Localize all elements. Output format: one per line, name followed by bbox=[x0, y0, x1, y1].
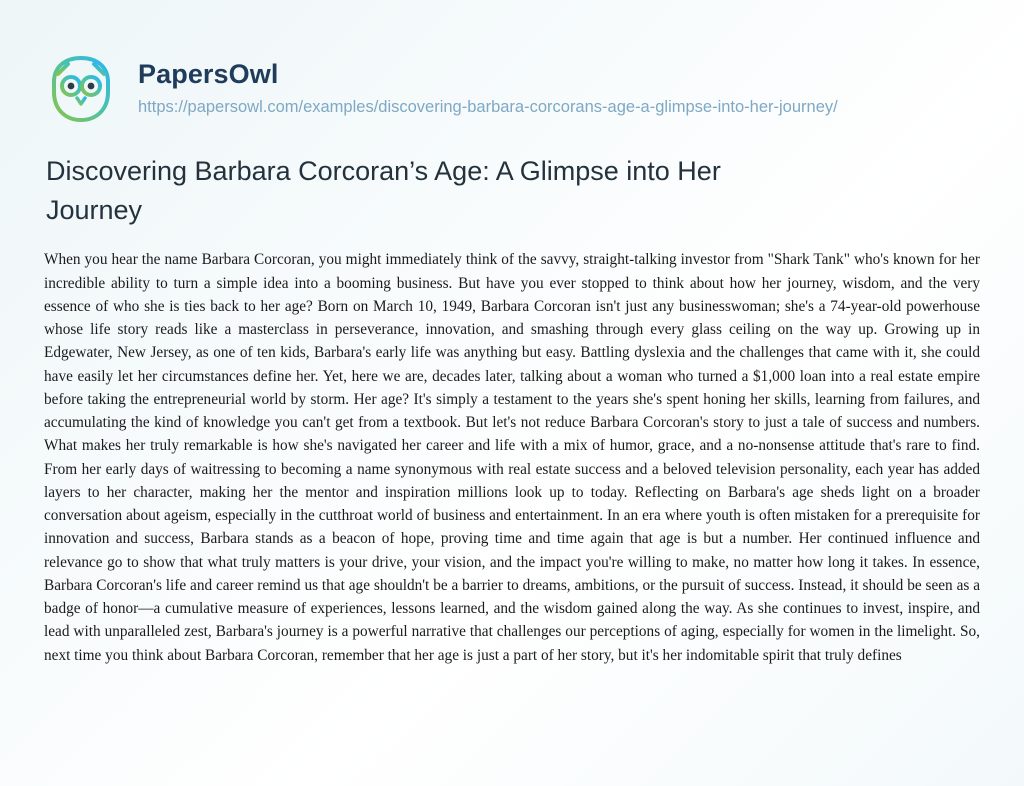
brand-block bbox=[138, 52, 838, 118]
site-header bbox=[0, 0, 1024, 126]
owl-logo-icon bbox=[44, 52, 118, 126]
brand-name: PapersOwl bbox=[138, 59, 279, 89]
page-title: Discovering Barbara Corcoran’s Age: A Glimpse into Her Journey bbox=[46, 156, 721, 226]
source-url[interactable]: https://papersowl.com/examples/discovering-barbara-corcorans-age-a-glimpse-into-her-journey/ bbox=[138, 97, 838, 116]
article-paragraph: When you hear the name Barbara Corcoran, you might immediately think of the savvy, straight-talking investor from "Shark Tank" who's known for her incredible ability to turn a simple idea into a booming business. But have you ever stopped to think about how her journey, wisdom, and the very essence of who she is ties back to her age? Born on March 10, 1949, Barbara Corcoran isn't just any businesswoman; she's a 74-year-old powerhouse whose life story reads like a masterclass in perseverance, innovation, and smashing through every glass ceiling on the way up. Growing up in Edgewater, New Jersey, as one of ten kids, Barbara's early life was anything but easy. Battling dyslexia and the challenges that came with it, she could have easily let her circumstances define her. Yet, here we are, decades later, talking about a woman who turned a $1,000 loan into a real estate empire before taking the entrepreneurial world by storm. Her age? It's simply a testament to the years she's spent honing her skills, learning from failures, and accumulating the kind of knowledge you can't get from a textbook. But let's not reduce Barbara Corcoran's story to just a tale of success and numbers. What makes her truly remarkable is how she's navigated her career and life with a mix of humor, grace, and a no-nonsense attitude that's rare to find. From her early days of waitressing to becoming a name synonymous with real estate success and a beloved television personality, each year has added layers to her character, making her the mentor and inspiration millions look up to today. Reflecting on Barbara's age sheds light on a broader conversation about ageism, especially in the cutthroat world of business and entertainment. In an era where youth is often mistaken for a prerequisite for innovation and success, Barbara stands as a beacon of hope, proving time and time again that age is but a number. Her continued influence and relevance go to show that what truly matters is your drive, your vision, and the impact you're willing to make, no matter how long it takes. In essence, Barbara Corcoran's life and career remind us that age shouldn't be a barrier to dreams, ambitions, or the pursuit of success. Instead, it should be seen as a badge of honor—a cumulative measure of experiences, lessons learned, and the wisdom gained along the way. As she continues to invest, inspire, and lead with unparalleled zest, Barbara's journey is a powerful narrative that challenges our perceptions of aging, especially for women in the limelight. So, next time you think about Barbara Corcoran, remember that her age is just a part of her story, but it's her indomitable spirit that truly defines bbox=[44, 251, 980, 664]
article-body bbox=[44, 248, 980, 667]
